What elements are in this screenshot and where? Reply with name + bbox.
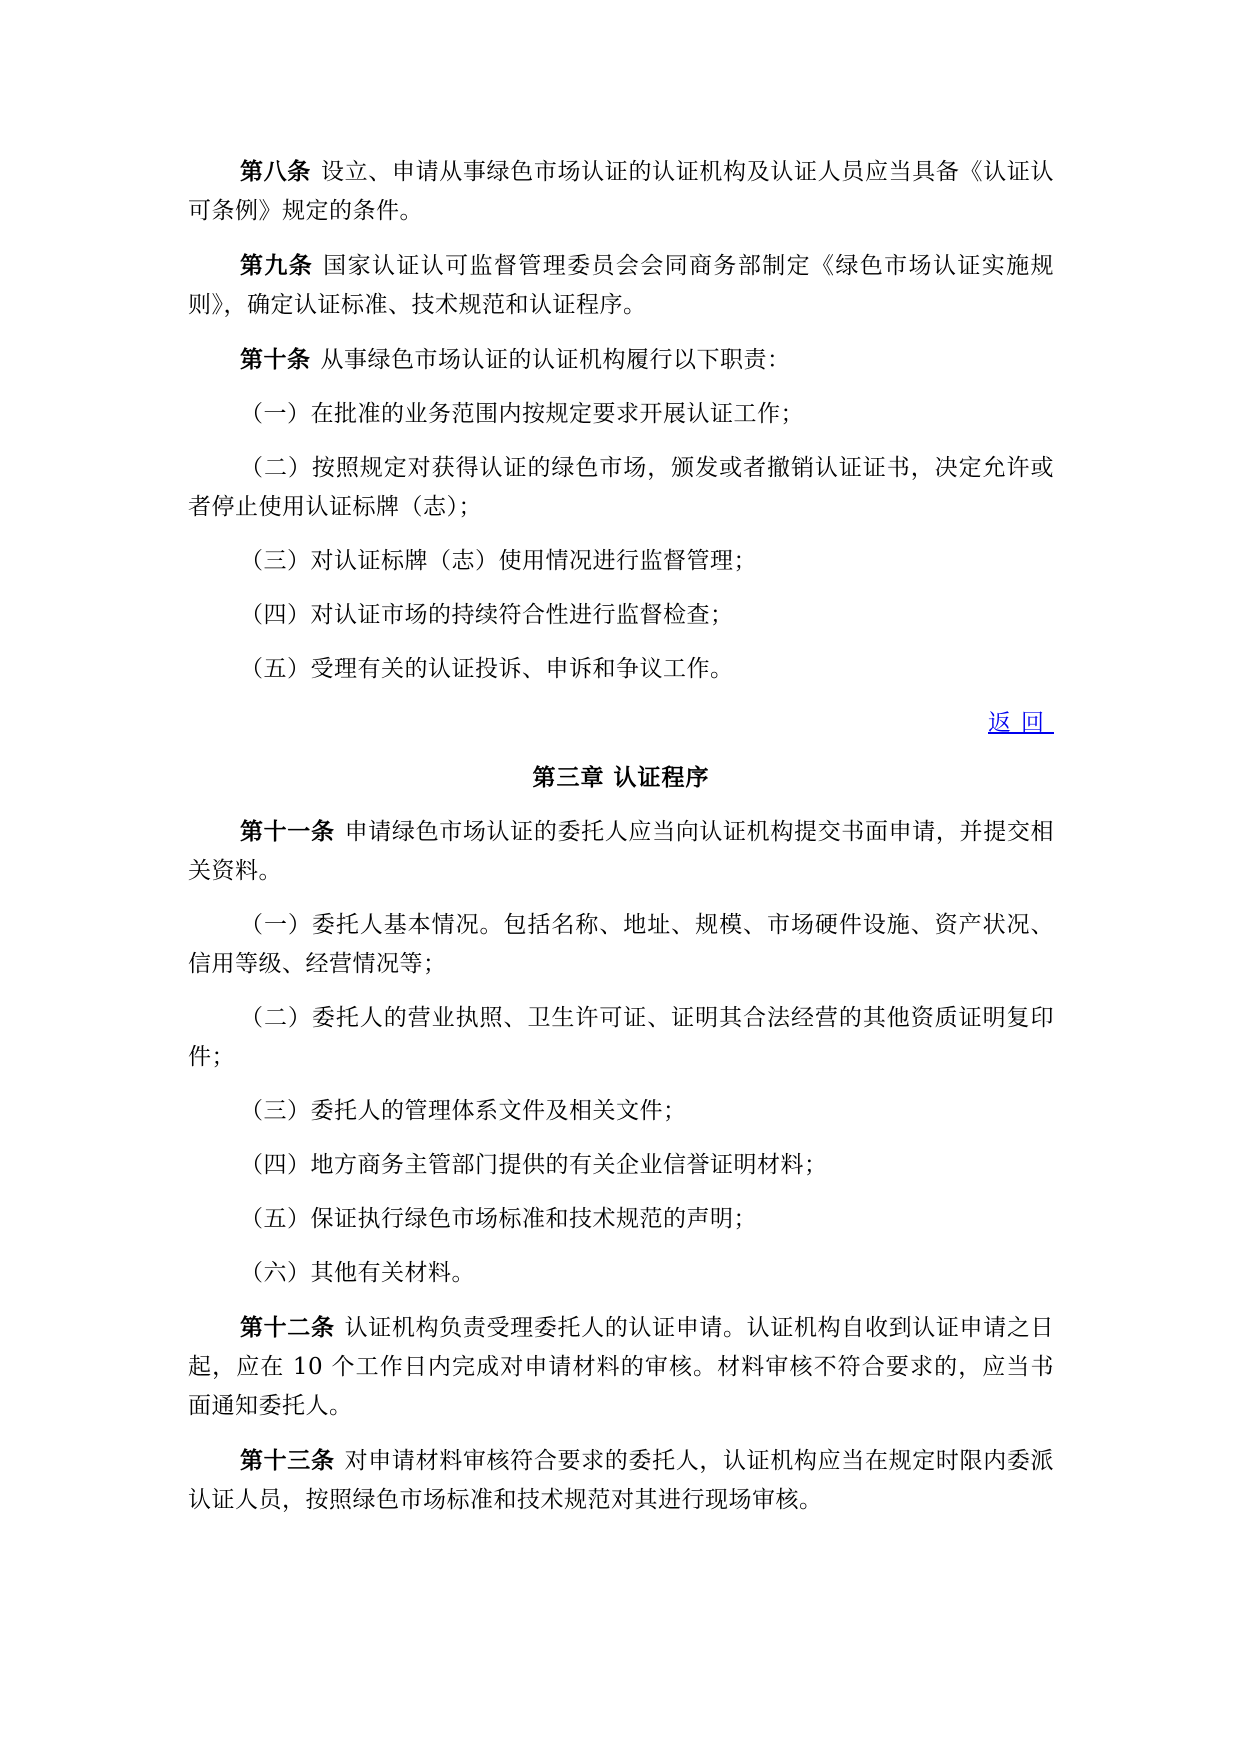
- article-text: 从事绿色市场认证的认证机构履行以下职责：: [320, 347, 791, 373]
- document-page: [188, 152, 1054, 1535]
- back-link[interactable]: 返回: [988, 710, 1054, 736]
- article-12: [188, 1308, 1054, 1426]
- article-text: 设立、申请从事绿色市场认证的认证机构及认证人员应当具备《认证认可条例》规定的条件。: [188, 159, 1055, 224]
- article-label: 第八条: [240, 158, 311, 185]
- material-item: （六）其他有关材料。: [240, 1260, 475, 1286]
- material-item: （五）保证执行绿色市场标准和技术规范的声明；: [240, 1206, 757, 1232]
- article-10: [188, 340, 1054, 380]
- back-row: [188, 704, 1054, 743]
- article-label: 第十三条: [240, 1447, 335, 1474]
- material-item: （三）委托人的管理体系文件及相关文件；: [240, 1098, 687, 1124]
- article-label: 第十条: [240, 346, 311, 373]
- material-item: （二）委托人的营业执照、卫生许可证、证明其合法经营的其他资质证明复印件；: [188, 1005, 1054, 1070]
- duty-item: （一）在批准的业务范围内按规定要求开展认证工作；: [240, 401, 804, 427]
- material-item: （一）委托人基本情况。包括名称、地址、规模、市场硬件设施、资产状况、信用等级、经营情况等；: [188, 912, 1054, 977]
- chapter-title: 第三章 认证程序: [532, 764, 710, 791]
- material-item: （四）地方商务主管部门提供的有关企业信誉证明材料；: [240, 1152, 828, 1178]
- duty-item: （二）按照规定对获得认证的绿色市场，颁发或者撤销认证证书，决定允许或者停止使用认证标牌（志）；: [188, 455, 1054, 520]
- article-text: 申请绿色市场认证的委托人应当向认证机构提交书面申请，并提交相关资料。: [188, 819, 1055, 884]
- article-8: [188, 152, 1054, 231]
- article-text: 国家认证认可监督管理委员会会同商务部制定《绿色市场认证实施规则》，确定认证标准、技术规范和认证程序。: [188, 253, 1054, 318]
- article-9: [188, 246, 1054, 325]
- article-11: [188, 812, 1054, 891]
- article-label: 第九条: [240, 252, 314, 279]
- article-label: 第十一条: [240, 818, 335, 845]
- article-label: 第十二条: [240, 1314, 335, 1341]
- article-text: 对申请材料审核符合要求的委托人，认证机构应当在规定时限内委派认证人员，按照绿色市场标准和技术规范对其进行现场审核。: [188, 1448, 1055, 1513]
- article-text: 认证机构负责受理委托人的认证申请。认证机构自收到认证申请之日起，应在 10 个工作日内完成对申请材料的审核。材料审核不符合要求的，应当书面通知委托人。: [188, 1315, 1055, 1419]
- duty-item: （五）受理有关的认证投诉、申诉和争议工作。: [240, 656, 734, 682]
- article-13: [188, 1441, 1054, 1520]
- duty-item: （四）对认证市场的持续符合性进行监督检查；: [240, 602, 734, 628]
- duty-item: （三）对认证标牌（志）使用情况进行监督管理；: [240, 548, 757, 574]
